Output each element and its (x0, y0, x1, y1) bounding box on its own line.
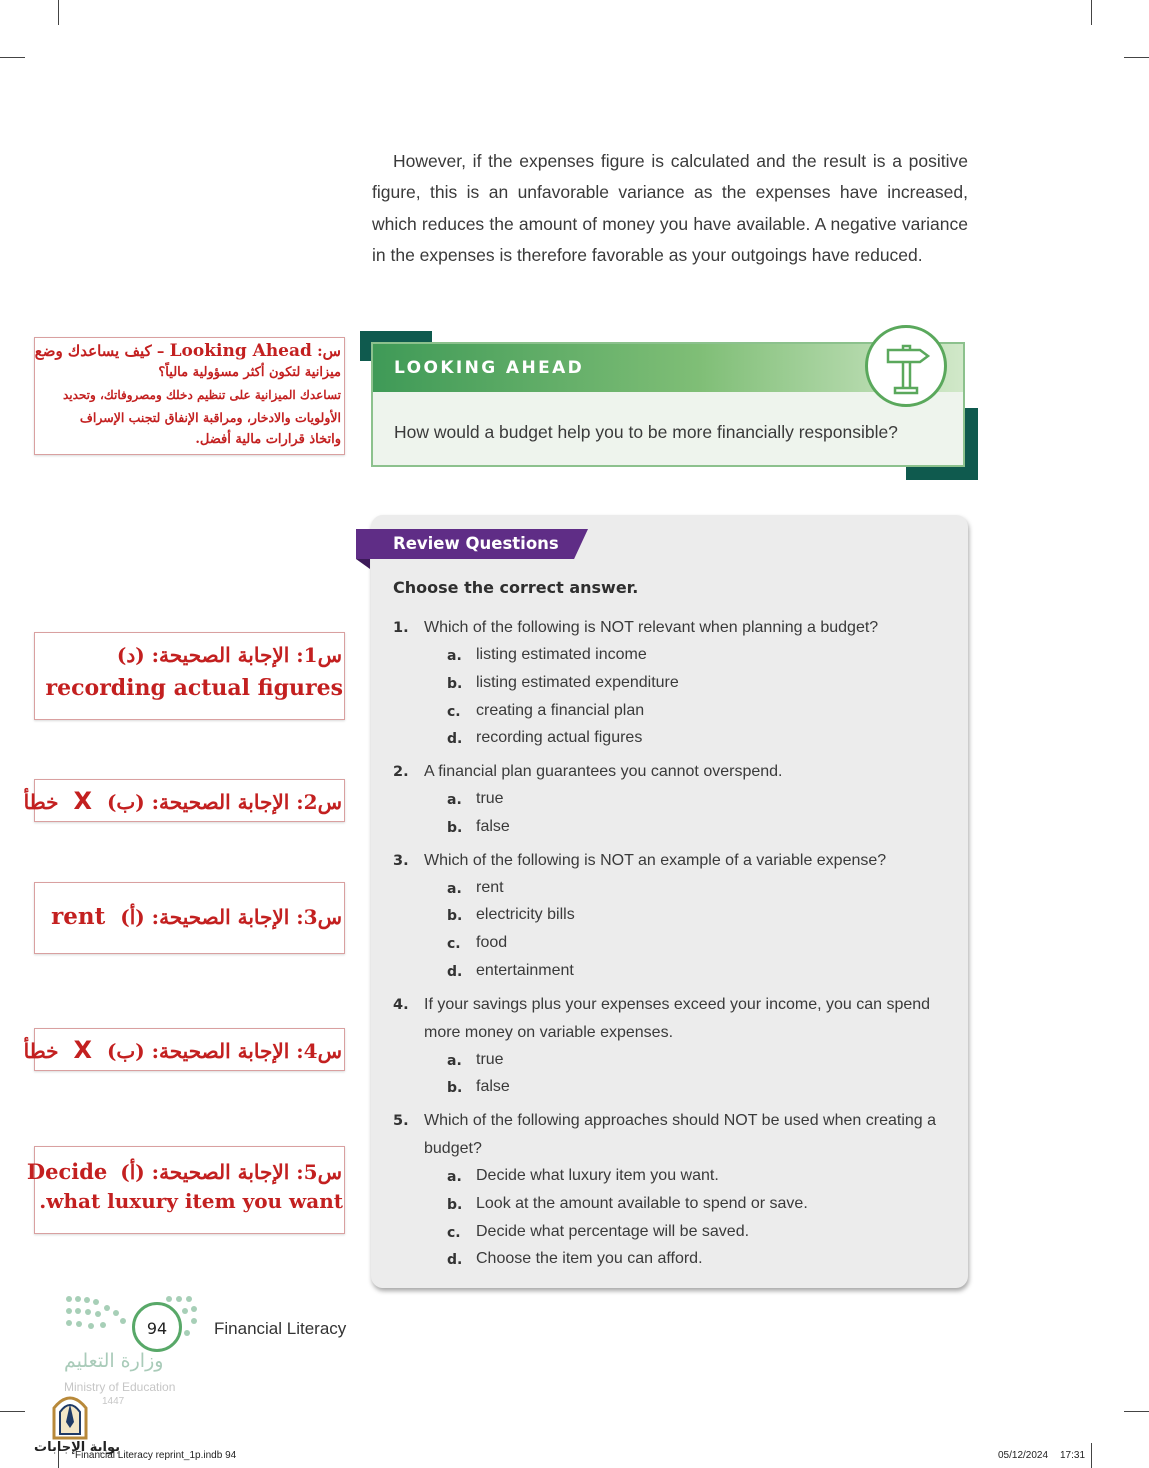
looking-ahead-question: How would a budget help you to be more financially responsible? (394, 422, 898, 442)
option-letter: b. (447, 908, 463, 924)
note-en: Looking Ahead (169, 341, 312, 361)
answer-line (24, 787, 342, 815)
answer-text: rent (51, 903, 106, 930)
answer-line (24, 1036, 342, 1064)
note-line: تساعدك الميزانية على تنظيم دخلك ومصروفاتك، وتحديد (63, 388, 341, 402)
option-text: food (476, 934, 508, 951)
option-text: creating a financial plan (476, 702, 645, 719)
note-line: الأولويات والادخار، ومراقبة الإنفاق لتجنب الإسراف (79, 410, 341, 425)
option-letter: b. (447, 676, 463, 692)
option-letter: b. (447, 1197, 463, 1213)
option-letter: c. (447, 1225, 461, 1241)
looking-ahead-title: LOOKING AHEAD (394, 358, 585, 378)
question-text: A financial plan guarantees you cannot overspend. (424, 763, 783, 780)
answer-line (27, 1159, 342, 1184)
print-time: 17:31 (1060, 1450, 1086, 1461)
answer-label: س1: الإجابة الصحيحة: (د) (116, 643, 342, 667)
answer-note-1 (34, 632, 345, 720)
file-slug: Financial Literacy reprint_1p.indb 94 (75, 1450, 237, 1461)
note-line: واتخاذ قرارات مالية أفضل. (195, 432, 341, 447)
answer-note-2 (23, 779, 345, 822)
review-questions-title: Review Questions (393, 534, 559, 553)
wrong-mark-icon: X (73, 1036, 92, 1064)
ministry-name-en: Ministry of Education (64, 1380, 176, 1394)
option-text: electricity bills (476, 906, 575, 923)
answer-word: خطأ (23, 1039, 59, 1063)
question-number: 1. (393, 620, 409, 636)
option-text: entertainment (476, 962, 574, 979)
crop-mark (1091, 1443, 1092, 1468)
question-number: 2. (393, 764, 409, 780)
option-letter: c. (447, 704, 461, 720)
note-line: ميزانية لتكون أكثر مسؤولية مالياً؟ (158, 365, 341, 380)
answer-label: س5: الإجابة الصحيحة: (أ) (120, 1160, 342, 1184)
answer-text: .what luxury item you want (39, 1189, 343, 1213)
print-date: 05/12/2024 (998, 1450, 1049, 1461)
question-number: 5. (393, 1113, 409, 1129)
option-letter: b. (447, 1080, 463, 1096)
option-letter: c. (447, 936, 461, 952)
answer-word: خطأ (23, 790, 59, 814)
option-text: rent (476, 879, 504, 896)
option-text: true (476, 790, 504, 807)
option-letter: a. (447, 1169, 462, 1185)
body-paragraph: However, if the expenses figure is calculated and the result is a positive figure, this is an unfavorable variance as the expenses have increased, which reduces the amount of money you have available. A negative variance in the expenses is therefore favorable as your outgoings have reduced. (372, 151, 968, 265)
answer-note-5 (26, 1146, 345, 1234)
note-prefix: س: (317, 342, 341, 360)
option-letter: a. (447, 648, 462, 664)
option-letter: b. (447, 820, 463, 836)
option-text: Choose the item you can afford. (476, 1250, 703, 1267)
option-text: Look at the amount available to spend or save. (476, 1195, 808, 1212)
footer-book-title: Financial Literacy (214, 1319, 347, 1338)
crop-mark (0, 1411, 25, 1412)
signpost-icon (865, 325, 947, 407)
option-text: listing estimated income (476, 646, 647, 663)
answer-text: Decide (26, 1159, 108, 1184)
page-number: 94 (146, 1319, 168, 1338)
note-rest: – كيف يساعدك وضع (34, 342, 165, 360)
review-instruction: Choose the correct answer. (393, 578, 639, 597)
answer-label: س4: الإجابة الصحيحة: (ب) (106, 1039, 342, 1063)
review-questions-banner-fold (356, 559, 370, 569)
option-text: Decide what percentage will be saved. (476, 1223, 750, 1240)
crop-mark (1124, 57, 1149, 58)
note-line (35, 341, 341, 361)
option-letter: d. (447, 964, 463, 980)
site-logo-icon (48, 1388, 92, 1440)
option-letter: a. (447, 792, 462, 808)
option-letter: d. (447, 731, 463, 747)
answer-text: recording actual figures (45, 675, 343, 701)
answer-line (51, 903, 342, 930)
option-letter: a. (447, 1053, 462, 1069)
option-text: Decide what luxury item you want. (476, 1167, 719, 1184)
option-letter: a. (447, 881, 462, 897)
answer-label: س2: الإجابة الصحيحة: (ب) (106, 790, 342, 814)
ministry-year: 1447 (102, 1396, 125, 1407)
answer-note-looking-ahead (34, 337, 345, 455)
crop-mark (58, 0, 59, 25)
wrong-mark-icon: X (73, 787, 92, 815)
ministry-name-ar: وزارة التعليم (64, 1350, 164, 1372)
option-text: listing estimated expenditure (476, 674, 679, 691)
crop-mark (1124, 1411, 1149, 1412)
option-letter: d. (447, 1252, 463, 1268)
option-text: true (476, 1051, 504, 1068)
question-text: If your savings plus your expenses exceed your income, you can spend more money on variable expenses. (424, 996, 931, 1041)
option-text: recording actual figures (476, 729, 643, 746)
answer-note-3 (34, 882, 345, 954)
crop-mark (0, 57, 25, 58)
answer-note-4 (23, 1028, 345, 1071)
question-text: Which of the following is NOT relevant when planning a budget? (424, 619, 879, 636)
question-text: Which of the following approaches should NOT be used when creating a budget? (424, 1112, 937, 1157)
question-text: Which of the following is NOT an example of a variable expense? (424, 852, 887, 869)
question-number: 3. (393, 853, 409, 869)
option-text: false (476, 818, 510, 835)
option-text: false (476, 1078, 510, 1095)
site-name: بوابة الإجابات (34, 1440, 120, 1455)
answer-label: س3: الإجابة الصحيحة: (أ) (120, 905, 342, 929)
crop-mark (1091, 0, 1092, 25)
question-number: 4. (393, 997, 409, 1013)
